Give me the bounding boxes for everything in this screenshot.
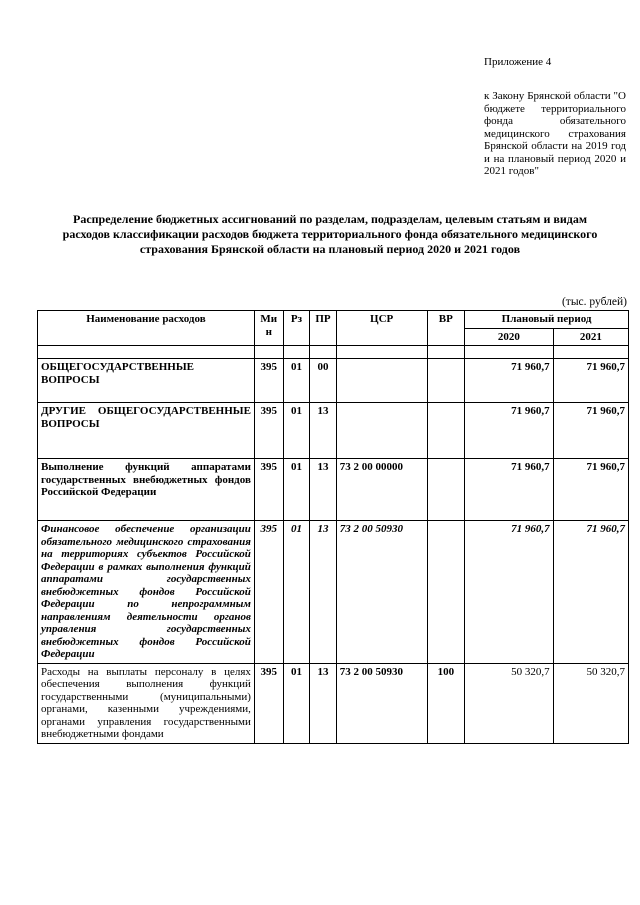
header-pr: ПР — [310, 311, 337, 346]
appendix-reference: к Закону Брянской области "О бюджете территориального фонда обязательного медицинского страхования Брянской области на 2019 год и на плановый период 2020 и 2021 годов" — [484, 90, 626, 177]
row-2021: 71 960,7 — [553, 359, 628, 403]
spacer-row — [38, 346, 629, 359]
document-title: Распределение бюджетных ассигнований по разделам, подразделам, целевым статьям и видам расходов классификации расходов бюджета территориального фонда обязательного медицинского страхования Брянской области на плановый период 2020 и 2021 годов — [62, 212, 598, 256]
row-2021: 50 320,7 — [553, 663, 628, 743]
header-min: Ми н — [254, 311, 283, 346]
row-2020: 50 320,7 — [465, 663, 554, 743]
budget-table — [37, 310, 629, 744]
header-year-2021: 2021 — [553, 328, 628, 346]
row-rz: 01 — [283, 459, 310, 521]
unit-label: (тыс. рублей) — [561, 296, 627, 308]
row-csr — [336, 403, 427, 459]
table-row — [38, 521, 629, 664]
header-year-2020: 2020 — [465, 328, 554, 346]
row-name: ОБЩЕГОСУДАРСТВЕННЫЕ ВОПРОСЫ — [38, 359, 255, 403]
row-2020: 71 960,7 — [465, 403, 554, 459]
row-name: Выполнение функций аппаратами государственных внебюджетных фондов Российской Федерации — [38, 459, 255, 521]
row-name: Финансовое обеспечение организации обязательного медицинского страхования на территориях субъектов Российской Федерации в рамках выполнения функций аппаратами государственных внебюджетных фондов Российской Федерации по непрограммным направлениям деятельности органов управления государственных внебюджетных фондов Российской Федерации — [38, 521, 255, 664]
header-period: Плановый период — [465, 311, 629, 329]
row-pr: 00 — [310, 359, 337, 403]
row-name: Расходы на выплаты персоналу в целях обеспечения выполнения функций государственными (муниципальными) органами, казенными учреждениями, органами управления государственными внебюджетными фондами — [38, 663, 255, 743]
row-vr — [427, 521, 465, 664]
row-2020: 71 960,7 — [465, 459, 554, 521]
table-row — [38, 403, 629, 459]
row-min: 395 — [254, 359, 283, 403]
header-vr: ВР — [427, 311, 465, 346]
row-min: 395 — [254, 663, 283, 743]
row-pr: 13 — [310, 663, 337, 743]
row-2021: 71 960,7 — [553, 403, 628, 459]
table-header-row — [38, 311, 629, 329]
row-rz: 01 — [283, 521, 310, 664]
table-row — [38, 459, 629, 521]
table-row — [38, 663, 629, 743]
row-2020: 71 960,7 — [465, 359, 554, 403]
row-2021: 71 960,7 — [553, 521, 628, 664]
row-pr: 13 — [310, 459, 337, 521]
appendix-number: Приложение 4 — [484, 56, 552, 68]
row-rz: 01 — [283, 403, 310, 459]
header-rz: Рз — [283, 311, 310, 346]
row-csr: 73 2 00 50930 — [336, 521, 427, 664]
row-vr — [427, 403, 465, 459]
row-pr: 13 — [310, 403, 337, 459]
row-name: ДРУГИЕ ОБЩЕГОСУДАРСТВЕННЫЕ ВОПРОСЫ — [38, 403, 255, 459]
row-csr: 73 2 00 00000 — [336, 459, 427, 521]
row-min: 395 — [254, 459, 283, 521]
row-csr: 73 2 00 50930 — [336, 663, 427, 743]
row-vr — [427, 359, 465, 403]
table-row — [38, 359, 629, 403]
row-2020: 71 960,7 — [465, 521, 554, 664]
row-csr — [336, 359, 427, 403]
header-name: Наименование расходов — [38, 311, 255, 346]
row-vr — [427, 459, 465, 521]
row-pr: 13 — [310, 521, 337, 664]
row-rz: 01 — [283, 359, 310, 403]
row-min: 395 — [254, 403, 283, 459]
row-vr: 100 — [427, 663, 465, 743]
header-csr: ЦСР — [336, 311, 427, 346]
row-2021: 71 960,7 — [553, 459, 628, 521]
row-rz: 01 — [283, 663, 310, 743]
row-min: 395 — [254, 521, 283, 664]
